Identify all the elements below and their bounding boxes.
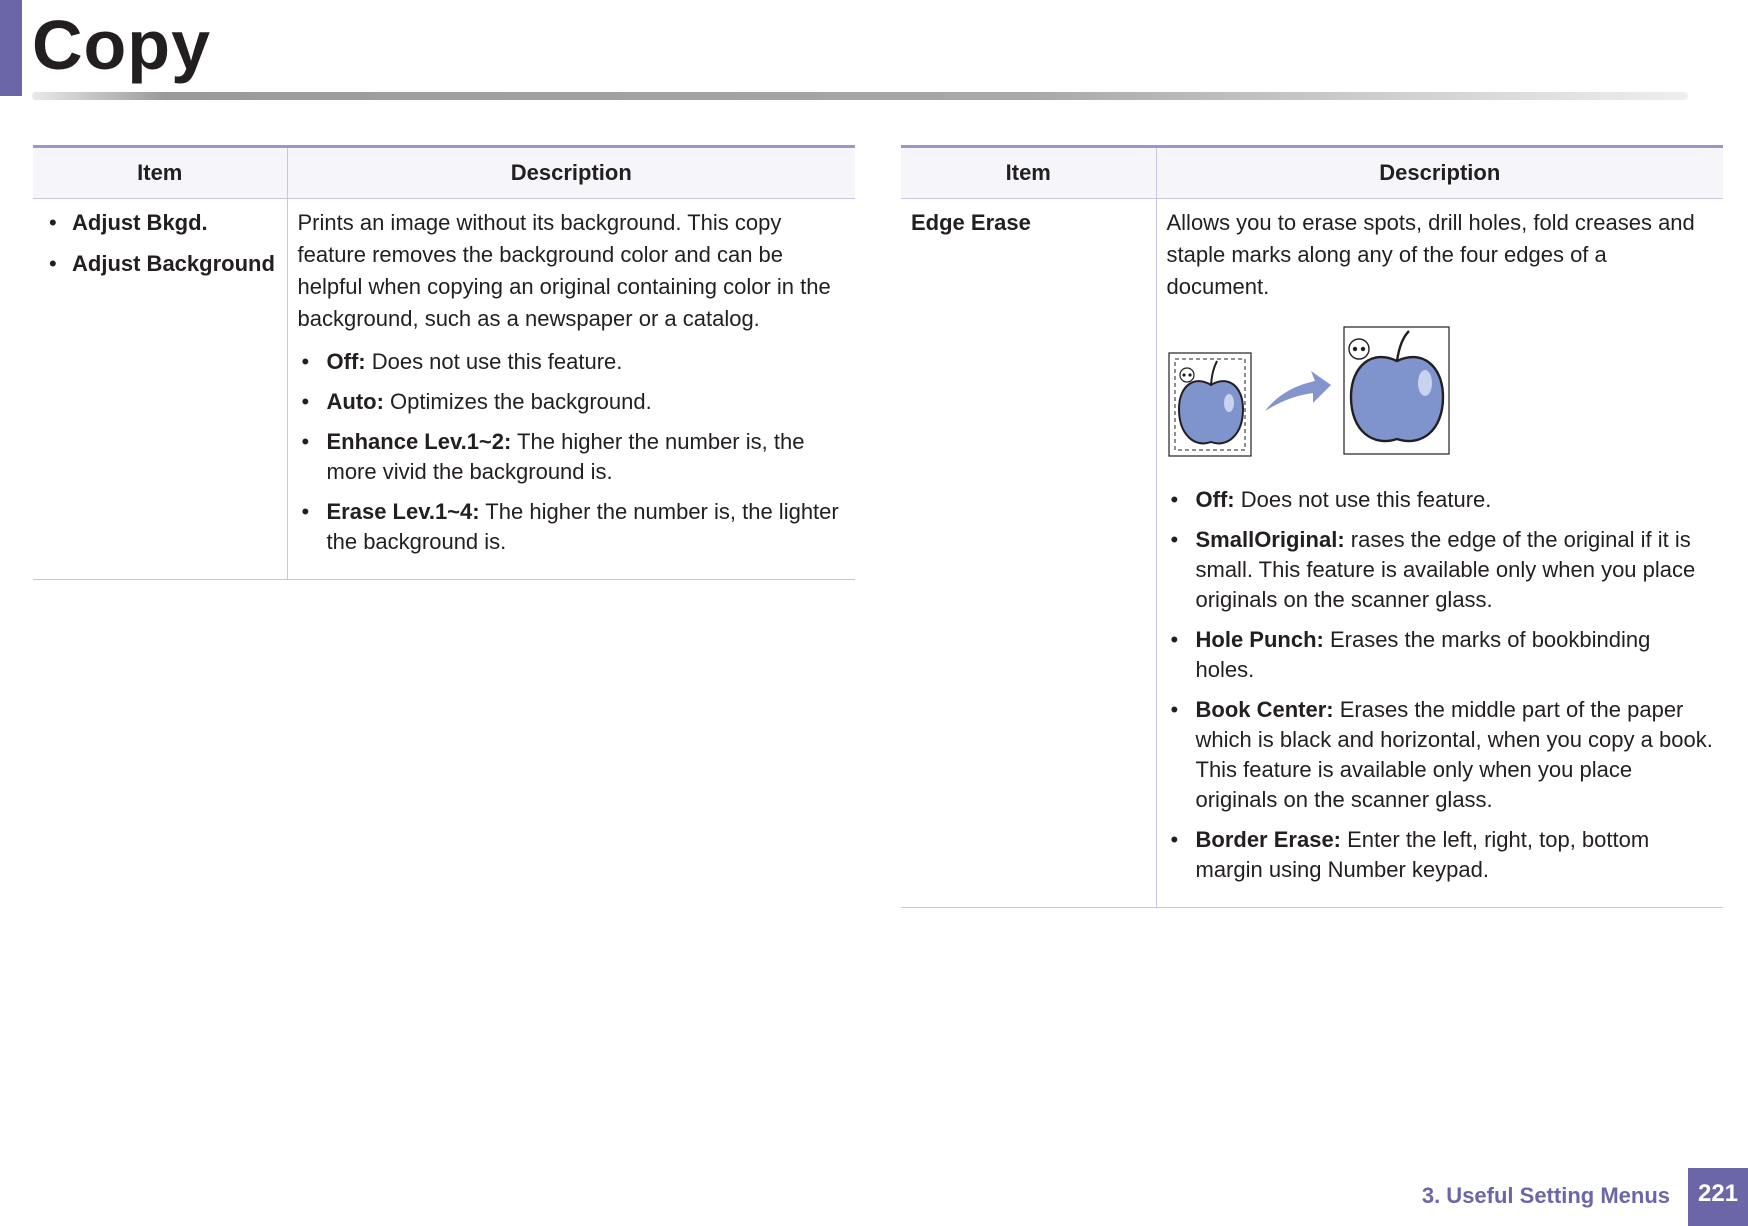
option-item xyxy=(1167,695,1714,815)
description-cell xyxy=(1156,199,1723,908)
description-intro: Allows you to erase spots, drill holes, fold creases and staple marks along any of the four edges of a document. xyxy=(1166,210,1695,299)
option-item xyxy=(298,497,846,557)
option-item xyxy=(298,347,846,377)
item-cell xyxy=(33,199,287,580)
option-text: The higher the number is, the lighter the background is. xyxy=(326,499,839,554)
option-term: SmallOriginal: xyxy=(1195,527,1345,552)
title-divider xyxy=(32,92,1688,100)
option-term: Off: xyxy=(1195,487,1235,512)
option-term: Hole Punch: xyxy=(1195,627,1324,652)
table-header-row xyxy=(33,147,855,199)
column-header-item: Item xyxy=(33,147,287,199)
option-text: Erases the middle part of the paper which is black and horizontal, when you copy a book. This feature is available only when you place originals on the scanner glass. xyxy=(1195,697,1713,812)
header-accent-bar xyxy=(0,0,22,96)
option-item xyxy=(298,427,846,487)
edge-erase-diagram xyxy=(1167,323,1727,473)
item-cell: Edge Erase xyxy=(901,199,1156,908)
column-header-description: Description xyxy=(1156,147,1723,199)
option-text: Does not use this feature. xyxy=(1234,487,1492,512)
item-name: • Adjust Bkgd. xyxy=(43,207,277,239)
option-term: Erase Lev.1~4: xyxy=(326,499,480,524)
table-row xyxy=(901,199,1723,908)
table-row xyxy=(33,199,855,580)
original-document-icon xyxy=(1169,353,1251,456)
edge-erase-illustration xyxy=(1167,323,1714,473)
option-item xyxy=(1167,825,1714,885)
option-term: Border Erase: xyxy=(1195,827,1342,852)
option-item xyxy=(1167,485,1714,515)
table-header-row xyxy=(901,147,1723,199)
column-header-description: Description xyxy=(287,147,855,199)
column-header-item: Item xyxy=(901,147,1156,199)
option-list xyxy=(298,347,846,557)
adjust-background-table xyxy=(33,145,855,580)
description-intro: Prints an image without its background. This copy feature removes the background color and can be helpful when copying an original containing color in the background, such as a newspaper or a catalog. xyxy=(297,210,831,331)
option-term: Off: xyxy=(326,349,366,374)
option-text: Enter the left, right, top, bottom margin using Number keypad. xyxy=(1195,827,1650,882)
page-number: 221 xyxy=(1688,1168,1748,1226)
option-text: Optimizes the background. xyxy=(383,389,652,414)
option-term: Enhance Lev.1~2: xyxy=(326,429,512,454)
option-item xyxy=(1167,525,1714,615)
curved-arrow-icon xyxy=(1265,371,1331,411)
option-text: Does not use this feature. xyxy=(365,349,623,374)
option-text: The higher the number is, the more vivid the background is. xyxy=(326,429,805,484)
option-text: Erases the marks of bookbinding holes. xyxy=(1195,627,1651,682)
footer-section-label: 3. Useful Setting Menus xyxy=(1421,1183,1670,1208)
item-name: • Adjust Background xyxy=(43,248,277,280)
option-term: Auto: xyxy=(326,389,384,414)
option-list xyxy=(1167,485,1714,885)
edge-erase-table xyxy=(901,145,1723,908)
option-item xyxy=(298,387,846,417)
enlarged-copy-icon xyxy=(1344,327,1449,454)
item-name-list xyxy=(43,207,277,280)
option-text: rases the edge of the original if it is small. This feature is available only when you place originals on the scanner glass. xyxy=(1195,527,1696,612)
option-item xyxy=(1167,625,1714,685)
description-cell xyxy=(287,199,855,580)
option-term: Book Center: xyxy=(1195,697,1334,722)
page-title: Copy xyxy=(32,6,211,84)
